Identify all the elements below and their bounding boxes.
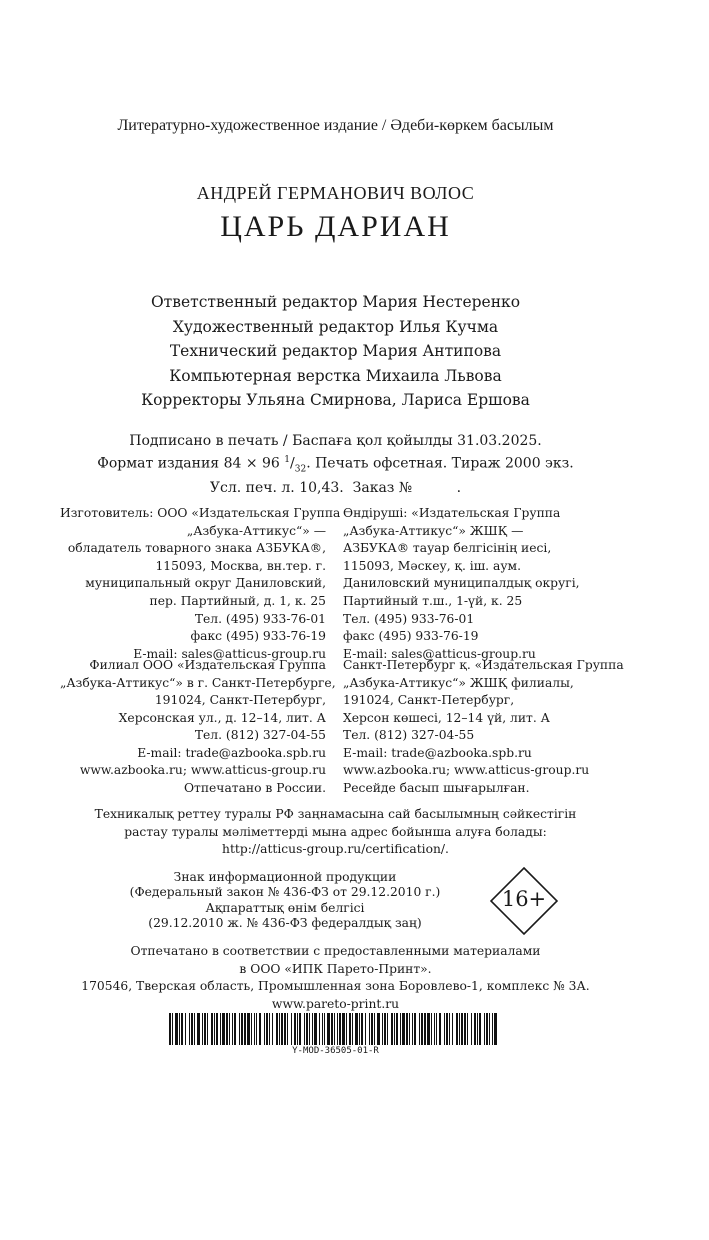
web-kz bbox=[343, 762, 643, 797]
barcode-bar bbox=[391, 1013, 393, 1045]
web-ru-line: www.azbooka.ru; www.atticus-group.ru bbox=[79, 763, 326, 777]
info-sign-line: (Федеральный закон № 436-ФЗ от 29.12.2010 г.) bbox=[129, 885, 441, 900]
barcode-bar bbox=[297, 1013, 298, 1045]
web-kz-line: www.azbooka.ru; www.atticus-group.ru bbox=[343, 763, 590, 777]
manufacturer-ru-line: Изготовитель: ООО «Издательская Группа bbox=[60, 506, 341, 520]
tech-regulation bbox=[0, 806, 671, 859]
branch-kz bbox=[343, 657, 643, 763]
staff-line: Ответственный редактор Мария Нестеренко bbox=[150, 293, 521, 311]
barcode-bar bbox=[361, 1013, 363, 1045]
barcode-bar bbox=[384, 1013, 386, 1045]
barcode-bar bbox=[175, 1013, 178, 1045]
branch-ru-line: E-mail: trade@azbooka.spb.ru bbox=[137, 745, 326, 760]
manufacturer-kz-line: E-mail: sales@atticus-group.ru bbox=[343, 646, 536, 661]
barcode-bar bbox=[254, 1013, 255, 1045]
barcode-bar bbox=[489, 1013, 490, 1045]
barcode-bar bbox=[339, 1013, 341, 1045]
barcode-bar bbox=[306, 1013, 308, 1045]
info-sign-line: Ақпараттық өнім белгісі bbox=[205, 900, 365, 915]
barcode-bar bbox=[294, 1013, 296, 1045]
editorial-staff bbox=[0, 290, 671, 413]
manufacturer-ru-line: E-mail: sales@atticus-group.ru bbox=[133, 646, 326, 661]
barcode-bar bbox=[419, 1013, 420, 1045]
staff-line: Художественный редактор Илья Кучма bbox=[172, 317, 499, 336]
manufacturer-ru-line: пер. Партийный, д. 1, к. 25 bbox=[149, 593, 326, 608]
manufacturer-kz-line: Тел. (495) 933-76-01 bbox=[343, 611, 475, 626]
barcode-bar bbox=[396, 1013, 398, 1045]
barcode-bar bbox=[412, 1013, 413, 1045]
barcode-bar bbox=[216, 1013, 218, 1045]
tech-url: http://atticus-group.ru/certification/. bbox=[222, 842, 449, 857]
barcode-bar bbox=[494, 1013, 497, 1045]
barcode-bar bbox=[456, 1013, 458, 1045]
barcode-bar bbox=[220, 1013, 221, 1045]
barcode-bar bbox=[191, 1013, 193, 1045]
age-rating-badge bbox=[490, 867, 558, 935]
branch-kz-line: Санкт-Петербург қ. «Издательская Группа bbox=[343, 658, 624, 672]
branch-kz-line: 191024, Санкт-Петербург, bbox=[343, 693, 515, 708]
barcode-bar bbox=[431, 1013, 432, 1045]
barcode-bar bbox=[259, 1013, 261, 1045]
barcode-bar bbox=[452, 1013, 453, 1045]
barcode-code: Y-MOD-36505-01-R bbox=[292, 1046, 379, 1056]
barcode-bar bbox=[207, 1013, 208, 1045]
format-slash: / bbox=[290, 455, 295, 472]
branch-ru-line: Тел. (812) 327-04-55 bbox=[194, 728, 326, 743]
barcode-bar bbox=[467, 1013, 468, 1045]
barcode-bar bbox=[256, 1013, 257, 1045]
print-format-line bbox=[0, 451, 671, 479]
barcode-bar bbox=[309, 1013, 310, 1045]
barcode-bar bbox=[477, 1013, 478, 1045]
format-text: Формат издания 84 × 96 bbox=[97, 455, 285, 472]
barcode-bar bbox=[342, 1013, 345, 1045]
barcode-bar bbox=[402, 1013, 405, 1045]
manufacturer-kz bbox=[343, 505, 643, 663]
manufacturer-ru-line: муниципальный округ Даниловский, bbox=[85, 576, 326, 591]
barcode-bar bbox=[234, 1013, 236, 1045]
format-numerator: 1 bbox=[284, 455, 291, 465]
barcode-bar bbox=[327, 1013, 330, 1045]
barcode-bar bbox=[322, 1013, 323, 1045]
web-ru bbox=[60, 762, 326, 797]
barcode-bar bbox=[394, 1013, 395, 1045]
barcode-bar bbox=[406, 1013, 408, 1045]
barcode-bar bbox=[444, 1013, 445, 1045]
manufacturer-kz-line: Партийный т.ш., 1-үй, к. 25 bbox=[343, 593, 523, 608]
barcode-bar bbox=[211, 1013, 213, 1045]
print-info bbox=[0, 432, 671, 498]
barcode-bar bbox=[266, 1013, 268, 1045]
format-denominator: 32 bbox=[294, 464, 307, 475]
branch-ru-line: Филиал ООО «Издательская Группа bbox=[89, 658, 326, 672]
print-signed-line: Подписано в печать / Баспаға қол қойылды 31.03.2025. bbox=[129, 433, 542, 449]
branch-ru-line: Херсонская ул., д. 12–14, лит. А bbox=[118, 710, 326, 725]
barcode-bar bbox=[276, 1013, 278, 1045]
barcode-bar bbox=[244, 1013, 246, 1045]
barcode-bar bbox=[214, 1013, 215, 1045]
format-text-rest: . Печать офсетная. Тираж 2000 экз. bbox=[306, 455, 574, 472]
barcode-bar bbox=[371, 1013, 373, 1045]
printer-info bbox=[0, 943, 671, 1013]
barcode-bar bbox=[284, 1013, 286, 1045]
barcode-bar bbox=[251, 1013, 252, 1045]
barcode-bar bbox=[226, 1013, 228, 1045]
barcode-bar bbox=[314, 1013, 317, 1045]
barcode-bar bbox=[374, 1013, 375, 1045]
web-ru-line: Отпечатано в России. bbox=[183, 780, 326, 795]
tech-line: Техникалық реттеу туралы РФ заңнамасына сай басылымның сәйкестігін bbox=[94, 807, 577, 821]
barcode-bar bbox=[387, 1013, 388, 1045]
barcode-bar bbox=[459, 1013, 460, 1045]
manufacturer-ru-line: „Азбука-Аттикус“» — bbox=[186, 523, 326, 538]
barcode-bar bbox=[299, 1013, 301, 1045]
barcode-bar bbox=[427, 1013, 430, 1045]
barcode-bar bbox=[194, 1013, 195, 1045]
web-kz-line: Ресейде басып шығарылған. bbox=[343, 780, 530, 795]
print-order-line: Усл. печ. л. 10,43. Заказ № . bbox=[209, 480, 462, 497]
barcode-bar bbox=[479, 1013, 481, 1045]
barcode-bar bbox=[352, 1013, 353, 1045]
author-name: АНДРЕЙ ГЕРМАНОВИЧ ВОЛОС bbox=[196, 183, 475, 203]
barcode-bar bbox=[247, 1013, 250, 1045]
barcode-bar bbox=[346, 1013, 347, 1045]
barcode-bar bbox=[319, 1013, 320, 1045]
barcode-bar bbox=[202, 1013, 203, 1045]
branch-kz-line: Тел. (812) 327-04-55 bbox=[343, 728, 475, 743]
barcode-bar bbox=[486, 1013, 488, 1045]
barcode-bar bbox=[365, 1013, 366, 1045]
barcode-bar bbox=[471, 1013, 472, 1045]
barcode-bar bbox=[229, 1013, 230, 1045]
branch-kz-line: E-mail: trade@azbooka.spb.ru bbox=[343, 745, 532, 760]
printer-line: в ООО «ИПК Парето-Принт». bbox=[239, 961, 432, 976]
barcode-bar bbox=[377, 1013, 380, 1045]
info-sign-text bbox=[100, 870, 470, 931]
manufacturer-kz-line: Өндіруші: «Издательская Группа bbox=[343, 506, 561, 520]
barcode-bar bbox=[222, 1013, 225, 1045]
branch-kz-line: „Азбука-Аттикус“» ЖШҚ филиалы, bbox=[343, 675, 574, 690]
barcode-bar bbox=[492, 1013, 493, 1045]
barcode-bar bbox=[409, 1013, 410, 1045]
book-title: ЦАРЬ ДАРИАН bbox=[220, 210, 451, 243]
barcode-bar bbox=[204, 1013, 206, 1045]
branch-ru-line: „Азбука-Аттикус“» в г. Санкт-Петербурге, bbox=[60, 675, 336, 690]
branch-ru bbox=[60, 657, 336, 763]
barcode-bar bbox=[434, 1013, 435, 1045]
barcode-bar bbox=[169, 1013, 171, 1045]
barcode-bar bbox=[436, 1013, 437, 1045]
barcode-bar bbox=[241, 1013, 243, 1045]
barcode-bar bbox=[189, 1013, 190, 1045]
barcode-bar bbox=[355, 1013, 358, 1045]
staff-line: Технический редактор Мария Антипова bbox=[169, 342, 502, 361]
barcode-bar bbox=[449, 1013, 450, 1045]
branch-ru-line: 191024, Санкт-Петербург, bbox=[154, 693, 326, 708]
barcode-bar bbox=[304, 1013, 305, 1045]
manufacturer-kz-line: факс (495) 933-76-19 bbox=[343, 629, 479, 644]
printer-line: 170546, Тверская область, Промышленная зона Боровлево-1, комплекс № 3А. bbox=[81, 979, 590, 994]
barcode-bar bbox=[464, 1013, 466, 1045]
barcode-bar bbox=[272, 1013, 273, 1045]
barcode-bar bbox=[369, 1013, 370, 1045]
barcode-bar bbox=[421, 1013, 423, 1045]
barcode-bar bbox=[414, 1013, 416, 1045]
manufacturer-ru-line: обладатель товарного знака АЗБУКА®, bbox=[67, 541, 326, 556]
barcode-bar bbox=[382, 1013, 383, 1045]
barcode-bar bbox=[197, 1013, 200, 1045]
barcode-bar bbox=[439, 1013, 441, 1045]
barcode-bar bbox=[474, 1013, 476, 1045]
barcode-bar bbox=[291, 1013, 292, 1045]
barcode-bar bbox=[264, 1013, 265, 1045]
info-sign-line: (29.12.2010 ж. № 436-ФЗ федералдық заң) bbox=[148, 915, 422, 930]
barcode-bar bbox=[287, 1013, 288, 1045]
barcode bbox=[169, 1013, 497, 1045]
manufacturer-kz-line: „Азбука-Аттикус“» ЖШҚ — bbox=[343, 523, 524, 538]
staff-line: Компьютерная верстка Михаила Львова bbox=[169, 366, 502, 385]
manufacturer-kz-line: АЗБУКА® тауар белгісінің иесі, bbox=[343, 541, 552, 556]
manufacturer-ru-line: 115093, Москва, вн.тер. г. bbox=[155, 558, 326, 573]
manufacturer-ru-line: Тел. (495) 933-76-01 bbox=[194, 611, 326, 626]
barcode-bar bbox=[461, 1013, 463, 1045]
barcode-bar bbox=[239, 1013, 240, 1045]
manufacturer-ru-line: факс (495) 933-76-19 bbox=[190, 629, 326, 644]
barcode-bar bbox=[172, 1013, 173, 1045]
barcode-bar bbox=[269, 1013, 270, 1045]
barcode-bar bbox=[424, 1013, 426, 1045]
branch-kz-line: Херсон көшесі, 12–14 үй, лит. А bbox=[343, 710, 550, 725]
barcode-bar bbox=[324, 1013, 325, 1045]
barcode-bar bbox=[400, 1013, 401, 1045]
info-sign-line: Знак информационной продукции bbox=[173, 870, 397, 884]
barcode-bar bbox=[334, 1013, 335, 1045]
barcode-bar bbox=[181, 1013, 183, 1045]
barcode-bar bbox=[312, 1013, 313, 1045]
manufacturer-kz-line: 115093, Мәскеу, қ. іш. аум. bbox=[343, 558, 522, 573]
tech-line: растау туралы мәліметтерді мына адрес бойынша алуға болады: bbox=[124, 824, 547, 839]
barcode-bar bbox=[179, 1013, 180, 1045]
barcode-bar bbox=[337, 1013, 338, 1045]
printer-url: www.pareto-print.ru bbox=[271, 996, 400, 1011]
barcode-bar bbox=[232, 1013, 233, 1045]
barcode-bar bbox=[349, 1013, 351, 1045]
barcode-bar bbox=[279, 1013, 280, 1045]
barcode-bar bbox=[359, 1013, 360, 1045]
age-rating-label: 16+ bbox=[501, 887, 547, 911]
printer-line: Отпечатано в соответствии с предоставленными материалами bbox=[130, 944, 541, 958]
barcode-bar bbox=[484, 1013, 485, 1045]
manufacturer-ru bbox=[60, 505, 341, 663]
barcode-bar bbox=[185, 1013, 186, 1045]
manufacturer-kz-line: Даниловский муниципалдық округі, bbox=[343, 576, 580, 591]
barcode-bar bbox=[446, 1013, 448, 1045]
barcode-bar bbox=[281, 1013, 283, 1045]
series-line: Литературно-художественное издание / Әдеби-көркем басылым bbox=[117, 117, 554, 134]
staff-line: Корректоры Ульяна Смирнова, Лариса Ершова bbox=[141, 391, 530, 410]
barcode-bar bbox=[331, 1013, 333, 1045]
